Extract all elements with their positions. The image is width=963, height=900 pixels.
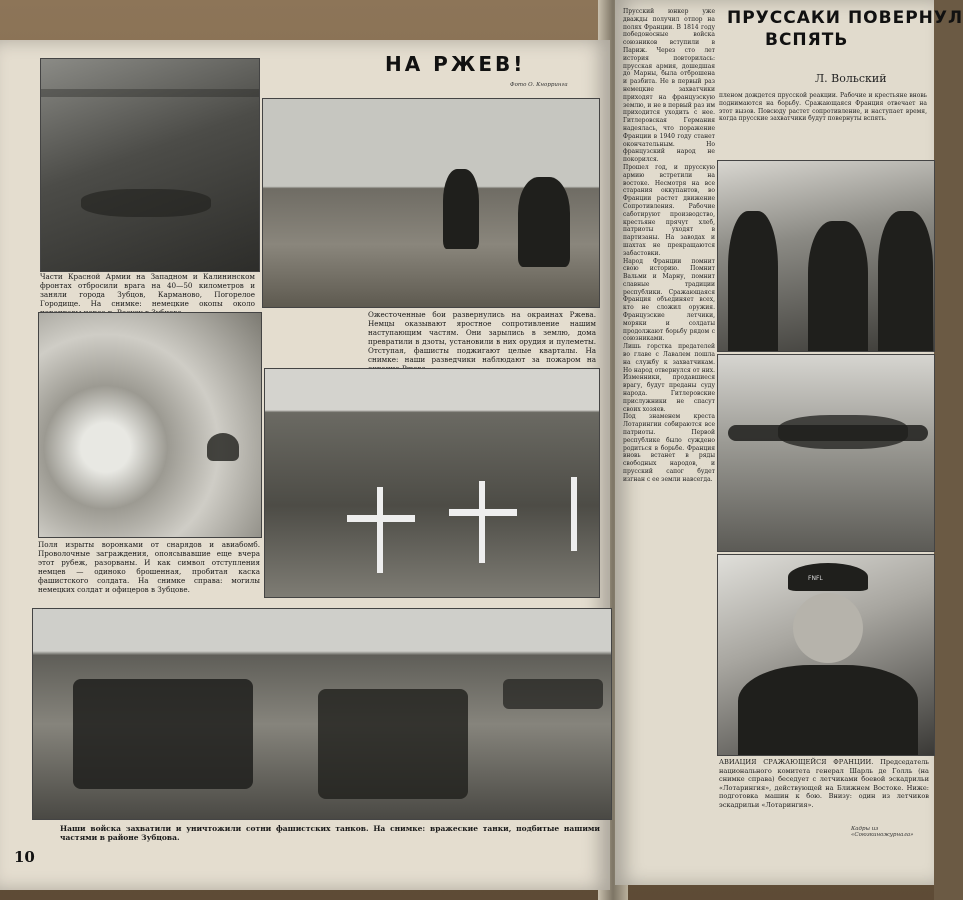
officer-3 xyxy=(878,211,933,351)
article-author: Л. Вольский xyxy=(815,72,887,85)
caption-helmet-field: Поля изрыты воронками от снарядов и авиабомб. Проволочные заграждения, опоясывавшие еще вчера этот рубеж, разорваны. И как символ отступления немцев — одиноко брошенная, пробитая каска фашистского солдата. На снимке справа: могилы немецких солдат и офицеров в Зубцове. xyxy=(38,540,260,594)
plane-fuselage xyxy=(778,415,908,449)
photo-trenches xyxy=(40,58,260,272)
page-number: 10 xyxy=(14,848,35,866)
left-page-title: НА РЖЕВ! xyxy=(385,52,526,76)
photo-scouts xyxy=(262,98,600,308)
article-paragraph-1: Прусский юнкер уже дважды получил отпор на полях Франции. В 1814 году победоносные войска союзников вступили в Париж. Через сто лет история повторилась: прусская армия, дошедшая до Марны, была отброшена и разбита. Не в первый раз немецкие захватчики приходят на французскую землю, и не в первый раз им приходится уходить с нее. Гитлеровская Германия надеялась, что поражение Франции в 1940 году станет окончательным. Но французский народ не покорился. xyxy=(623,8,715,164)
photo-tanks xyxy=(32,608,612,820)
photo-credit: Фото О. Кнорринга xyxy=(510,82,568,88)
article-paragraph-5: Под знаменем креста Лотарингии собираются все патриоты. Первой республике было суждено родиться в борьбе. Франция вновь встанет в ряды свободных народов, и прусский сапог будет изгнан с ее земли навсегда. xyxy=(623,413,715,483)
caption-tanks: Наши войска захватили и уничтожили сотни фашистских танков. На снимке: вражеские танки, подбитые нашими частями в районе Зубцова. xyxy=(60,824,600,842)
trench-shape xyxy=(81,189,211,217)
photo-graves xyxy=(264,368,600,598)
caption-scouts: Ожесточенные бои развернулись на окраинах Ржева. Немцы оказывают яростное сопротивление нашим наступающим частям. Они зарылись в землю, дома превратили в дзоты, установили в них орудия и пулеметы. Отступая, фашисты поджигают целые кварталы. На снимке: наши разведчики наблюдают за пожаром на xyxy=(368,310,596,364)
right-page-caption: АВИАЦИЯ СРАЖАЮЩЕЙСЯ ФРАНЦИИ. Председатель национального комитета генерал Шарль де Голль (на снимке справа) беседует с летчиками боевой эскадрильи «Лотарингия», действующей на Ближнем Востоке. Ниже: подготовка машин к бою. Внизу: один из летчиков эскадрильи «Лотарингия». xyxy=(719,758,929,809)
photo-officers xyxy=(717,160,935,352)
tank-3 xyxy=(503,679,603,709)
cross-2-horizontal xyxy=(449,509,517,516)
article-paragraph-3: Народ Франции помнит свою историю. Помнит Вальми и Марну, помнит славные традиции республики. Сражающаяся Франция объединяет всех, кто не сложил оружия. Французские летчики, моряки и солдаты продолжают борьбу рядом с союзниками. xyxy=(623,257,715,343)
cross-1-vertical xyxy=(377,487,383,573)
sailor-face xyxy=(793,593,863,663)
photo-sailor xyxy=(717,554,935,756)
article-top-paragraph: пленом дождется прусской реакции. Рабочие и крестьяне вновь поднимаются на борьбу. Сражающаяся Франция отвечает на этот вызов. Повсюду растет сопротивление, и наступает время, когда прусские захватчики будут повернуты вспять. xyxy=(719,92,927,123)
photo-planes xyxy=(717,354,935,552)
tank-2 xyxy=(318,689,468,799)
caption-trenches: Части Красной Армии на Западном и Калининском фронтах отбросили врага на 40—50 километров и заняли города Зубцов, Карманово, Погорелое Городище. На снимке: немецкие окопы около xyxy=(40,272,255,308)
horizon-line xyxy=(41,89,259,97)
article-column-1 xyxy=(623,8,715,838)
article-paragraph-2: Прошел год, и прусскую армию встретили на востоке. Несмотря на все старания оккупантов, во Франции растет движение Сопротивления. Рабочие саботируют производство, крестьяне прячут хлеб, патриоты уходят в партизаны. На заводах и шахтах не прекращаются забастовки. xyxy=(623,163,715,257)
officer-1 xyxy=(728,211,778,351)
article-paragraph-4: Лишь горстка предателей во главе с Лавалем пошла на службу к захватчикам. Но народ отвернулся от них. Изменники, продавшиеся врагу, будут преданы суду народа. Гитлеровские прислужники не спасут своих хозяев. xyxy=(623,343,715,413)
right-page xyxy=(615,0,963,885)
right-page-title-line2: ВСПЯТЬ xyxy=(765,30,849,50)
right-page-credit: Кадры из «Союзкиножурнала» xyxy=(851,826,914,838)
tank-1 xyxy=(73,679,253,789)
right-page-title-line1: ПРУССАКИ ПОВЕРНУЛ xyxy=(727,8,963,28)
officer-2 xyxy=(808,221,868,351)
cross-2-vertical xyxy=(479,481,485,563)
cross-3-vertical xyxy=(571,477,577,551)
cross-1-horizontal xyxy=(347,515,415,522)
sailor-cap-badge: FNFL xyxy=(808,575,823,582)
helmet-shape xyxy=(207,433,239,461)
horse-rider-1 xyxy=(443,169,479,249)
left-page xyxy=(0,40,610,890)
sailor-body xyxy=(738,665,918,755)
sailor-cap xyxy=(788,563,868,591)
horse-rider-2 xyxy=(518,177,570,267)
photo-helmet-field xyxy=(38,312,262,538)
